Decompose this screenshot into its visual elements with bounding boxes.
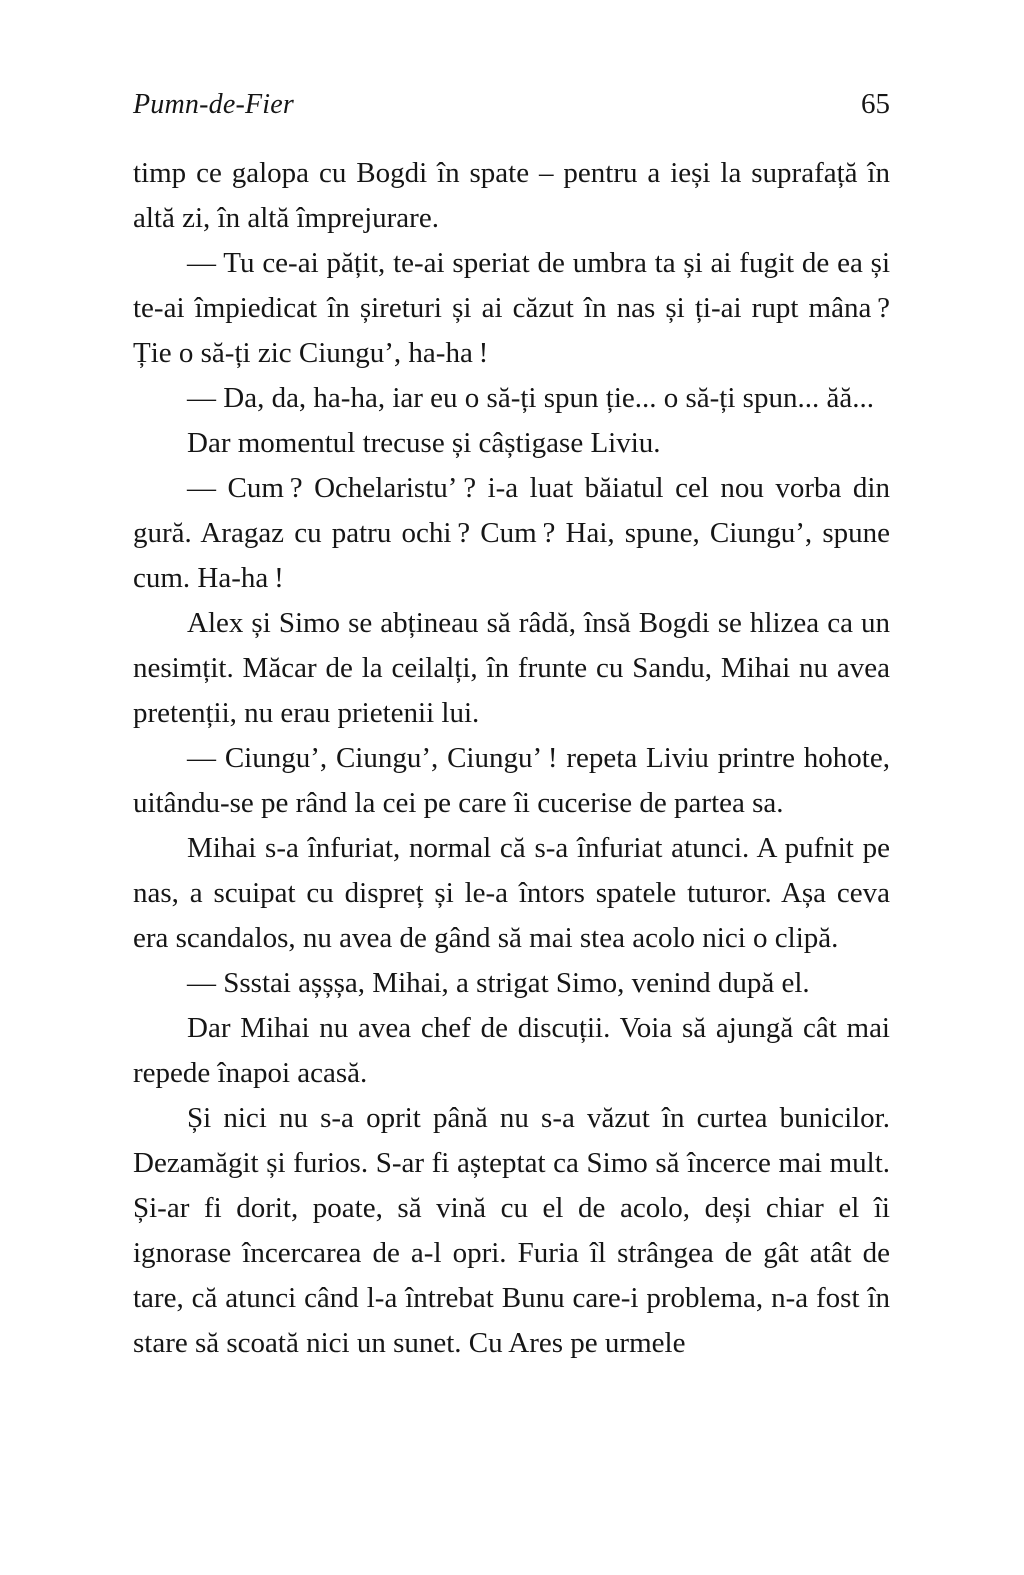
paragraph: Și nici nu s-a oprit până nu s-a văzut în curtea bunicilor. Dezamăgit și furios. S-ar fi așteptat ca Simo să încerce mai mult. Și-ar fi dorit, poate, să vină cu el de acolo, deși chiar el îi ignorase încercarea de a-l opri. Furia îl strângea de gât atât de tare, că atunci când l-a întrebat Bunu care-i problema, n-a fost în stare să scoată nici un sunet. Cu Ares pe urmele xyxy=(133,1102,890,1359)
paragraph: Alex și Simo se abțineau să râdă, însă Bogdi se hlizea ca un nesimțit. Măcar de la ceilalți, în frunte cu Sandu, Mihai nu avea pretenții, nu erau prietenii lui. xyxy=(133,607,890,729)
page-header xyxy=(133,88,890,121)
paragraph: — Ssstai așșșa, Mihai, a strigat Simo, venind după el. xyxy=(187,967,810,999)
body-text xyxy=(133,151,890,1366)
paragraph: Dar Mihai nu avea chef de discuții. Voia să ajungă cât mai repede înapoi acasă. xyxy=(133,1012,890,1089)
paragraph: — Da, da, ha-ha, iar eu o să-ți spun ție... o să-ți spun... ăă... xyxy=(187,382,874,414)
paragraph: — Cum ? Ochelaristu’ ? i-a luat băiatul cel nou vorba din gură. Aragaz cu patru ochi ? Cum ? Hai, spune, Ciungu’, spune cum. Ha-ha ! xyxy=(133,472,890,594)
paragraph: — Tu ce-ai pățit, te-ai speriat de umbra ta și ai fugit de ea și te-ai împiedicat în șireturi și ai căzut în nas și ți-ai rupt mâna ? Ție o să-ți zic Ciungu’, ha-ha ! xyxy=(133,247,890,369)
paragraph: Mihai s-a înfuriat, normal că s-a înfuriat atunci. A pufnit pe nas, a scuipat cu dispreț și le-a întors spatele tuturor. Așa ceva era scandalos, nu avea de gând să mai stea acolo nici o clipă. xyxy=(133,832,890,954)
page-number: 65 xyxy=(861,88,890,120)
paragraph: — Ciungu’, Ciungu’, Ciungu’ ! repeta Liviu printre hohote, uitându-se pe rând la cei pe care îi cucerise de partea sa. xyxy=(133,742,890,819)
paragraph: Dar momentul trecuse și câștigase Liviu. xyxy=(187,427,661,459)
paragraph: timp ce galopa cu Bogdi în spate – pentru a ieși la suprafață în altă zi, în altă împrejurare. xyxy=(133,157,890,234)
running-title: Pumn-de-Fier xyxy=(133,89,295,120)
